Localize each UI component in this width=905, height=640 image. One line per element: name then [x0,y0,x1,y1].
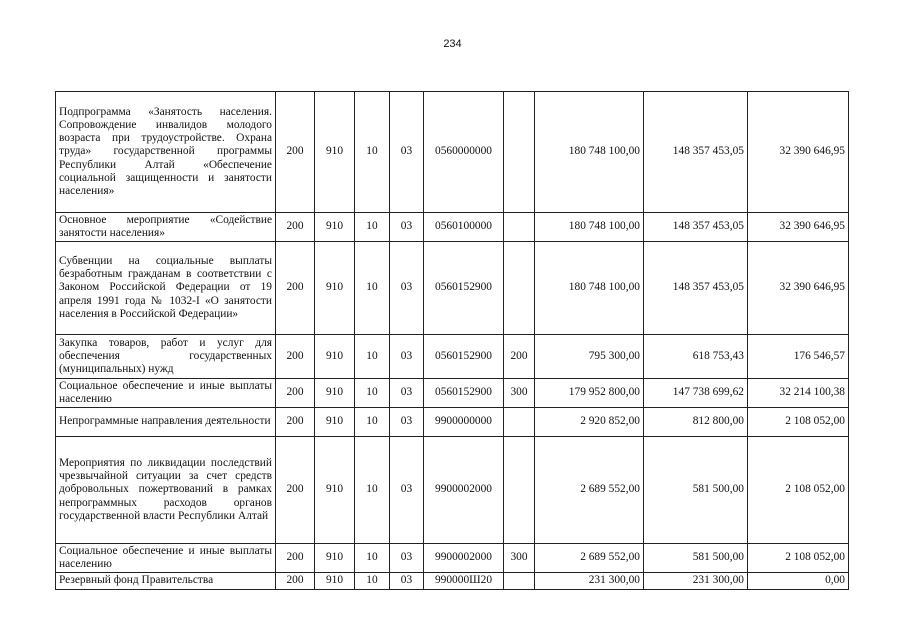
cell-sum3: 32 390 646,95 [748,92,849,213]
cell-sum1: 180 748 100,00 [535,242,644,335]
table-row [56,213,849,242]
cell-csr: 10 [355,544,390,573]
table-row [56,242,849,335]
cell-target: 0560152900 [424,379,504,408]
cell-sum1: 231 300,00 [535,573,644,590]
cell-prz: 910 [315,408,355,437]
cell-rz: 200 [276,379,315,408]
cell-code: 03 [390,573,424,590]
cell-sum2: 231 300,00 [644,573,748,590]
table-row [56,408,849,437]
cell-sum1: 2 689 552,00 [535,544,644,573]
cell-vr: 200 [504,335,535,379]
cell-target: 9900002000 [424,437,504,544]
cell-prz: 910 [315,242,355,335]
cell-vr [504,92,535,213]
row-name: Непрограммные направления деятельности [56,408,276,437]
row-name: Резервный фонд Правительства [56,573,276,590]
cell-sum2: 148 357 453,05 [644,92,748,213]
row-name: Социальное обеспечение и иные выплаты населению [56,544,276,573]
cell-prz: 910 [315,437,355,544]
cell-csr: 10 [355,573,390,590]
cell-vr: 300 [504,544,535,573]
budget-table [55,91,849,590]
cell-rz: 200 [276,335,315,379]
cell-csr: 10 [355,213,390,242]
cell-rz: 200 [276,92,315,213]
cell-code: 03 [390,379,424,408]
row-name: Основное мероприятие «Содействие занятости населения» [56,213,276,242]
row-name: Субвенции на социальные выплаты безработным гражданам в соответствии с Законом Российской Федерации от 19 апреля 1991 года № 1032-I «О занятости населения в Российской Федерации» [56,242,276,335]
cell-sum2: 148 357 453,05 [644,213,748,242]
cell-code: 03 [390,92,424,213]
cell-vr [504,573,535,590]
cell-code: 03 [390,213,424,242]
cell-sum3: 0,00 [748,573,849,590]
cell-csr: 10 [355,242,390,335]
cell-vr [504,437,535,544]
table-row [56,379,849,408]
table-row [56,92,849,213]
cell-code: 03 [390,408,424,437]
cell-csr: 10 [355,408,390,437]
cell-sum1: 180 748 100,00 [535,92,644,213]
cell-sum1: 2 920 852,00 [535,408,644,437]
cell-target: 9900002000 [424,544,504,573]
cell-sum2: 812 800,00 [644,408,748,437]
cell-prz: 910 [315,213,355,242]
cell-sum3: 176 546,57 [748,335,849,379]
cell-sum1: 2 689 552,00 [535,437,644,544]
cell-target: 0560152900 [424,335,504,379]
cell-sum2: 581 500,00 [644,544,748,573]
table-row [56,335,849,379]
cell-csr: 10 [355,92,390,213]
cell-vr [504,213,535,242]
cell-target: 990000Ш20 [424,573,504,590]
cell-prz: 910 [315,335,355,379]
cell-vr [504,408,535,437]
cell-sum3: 2 108 052,00 [748,544,849,573]
cell-rz: 200 [276,544,315,573]
cell-vr [504,242,535,335]
cell-target: 0560100000 [424,213,504,242]
cell-prz: 910 [315,92,355,213]
cell-rz: 200 [276,213,315,242]
cell-sum2: 618 753,43 [644,335,748,379]
table-row [56,437,849,544]
cell-sum1: 179 952 800,00 [535,379,644,408]
table-row [56,544,849,573]
cell-sum1: 795 300,00 [535,335,644,379]
cell-target: 0560152900 [424,242,504,335]
cell-code: 03 [390,544,424,573]
row-name: Закупка товаров, работ и услуг для обеспечения государственных (муниципальных) нужд [56,335,276,379]
cell-sum2: 147 738 699,62 [644,379,748,408]
cell-code: 03 [390,437,424,544]
cell-code: 03 [390,242,424,335]
cell-prz: 910 [315,573,355,590]
row-name: Подпрограмма «Занятость населения. Сопровождение инвалидов молодого возраста при трудоустройстве. Охрана труда» государственной программы Республики Алтай «Обеспечение социальной защищенности и занятости населения» [56,92,276,213]
cell-vr: 300 [504,379,535,408]
cell-sum3: 32 214 100,38 [748,379,849,408]
cell-csr: 10 [355,335,390,379]
cell-target: 9900000000 [424,408,504,437]
cell-prz: 910 [315,544,355,573]
cell-target: 0560000000 [424,92,504,213]
cell-sum2: 581 500,00 [644,437,748,544]
cell-code: 03 [390,335,424,379]
cell-csr: 10 [355,437,390,544]
row-name: Социальное обеспечение и иные выплаты населению [56,379,276,408]
cell-sum3: 2 108 052,00 [748,437,849,544]
cell-rz: 200 [276,437,315,544]
table-row [56,573,849,590]
cell-csr: 10 [355,379,390,408]
cell-rz: 200 [276,408,315,437]
cell-sum3: 32 390 646,95 [748,213,849,242]
cell-sum2: 148 357 453,05 [644,242,748,335]
cell-sum3: 32 390 646,95 [748,242,849,335]
cell-prz: 910 [315,379,355,408]
page-number: 234 [443,38,462,50]
cell-rz: 200 [276,573,315,590]
row-name: Мероприятия по ликвидации последствий чрезвычайной ситуации за счет средств добровольных пожертвований в рамках непрограммных расходов органов государственной власти Республики Алтай [56,437,276,544]
cell-rz: 200 [276,242,315,335]
cell-sum1: 180 748 100,00 [535,213,644,242]
cell-sum3: 2 108 052,00 [748,408,849,437]
